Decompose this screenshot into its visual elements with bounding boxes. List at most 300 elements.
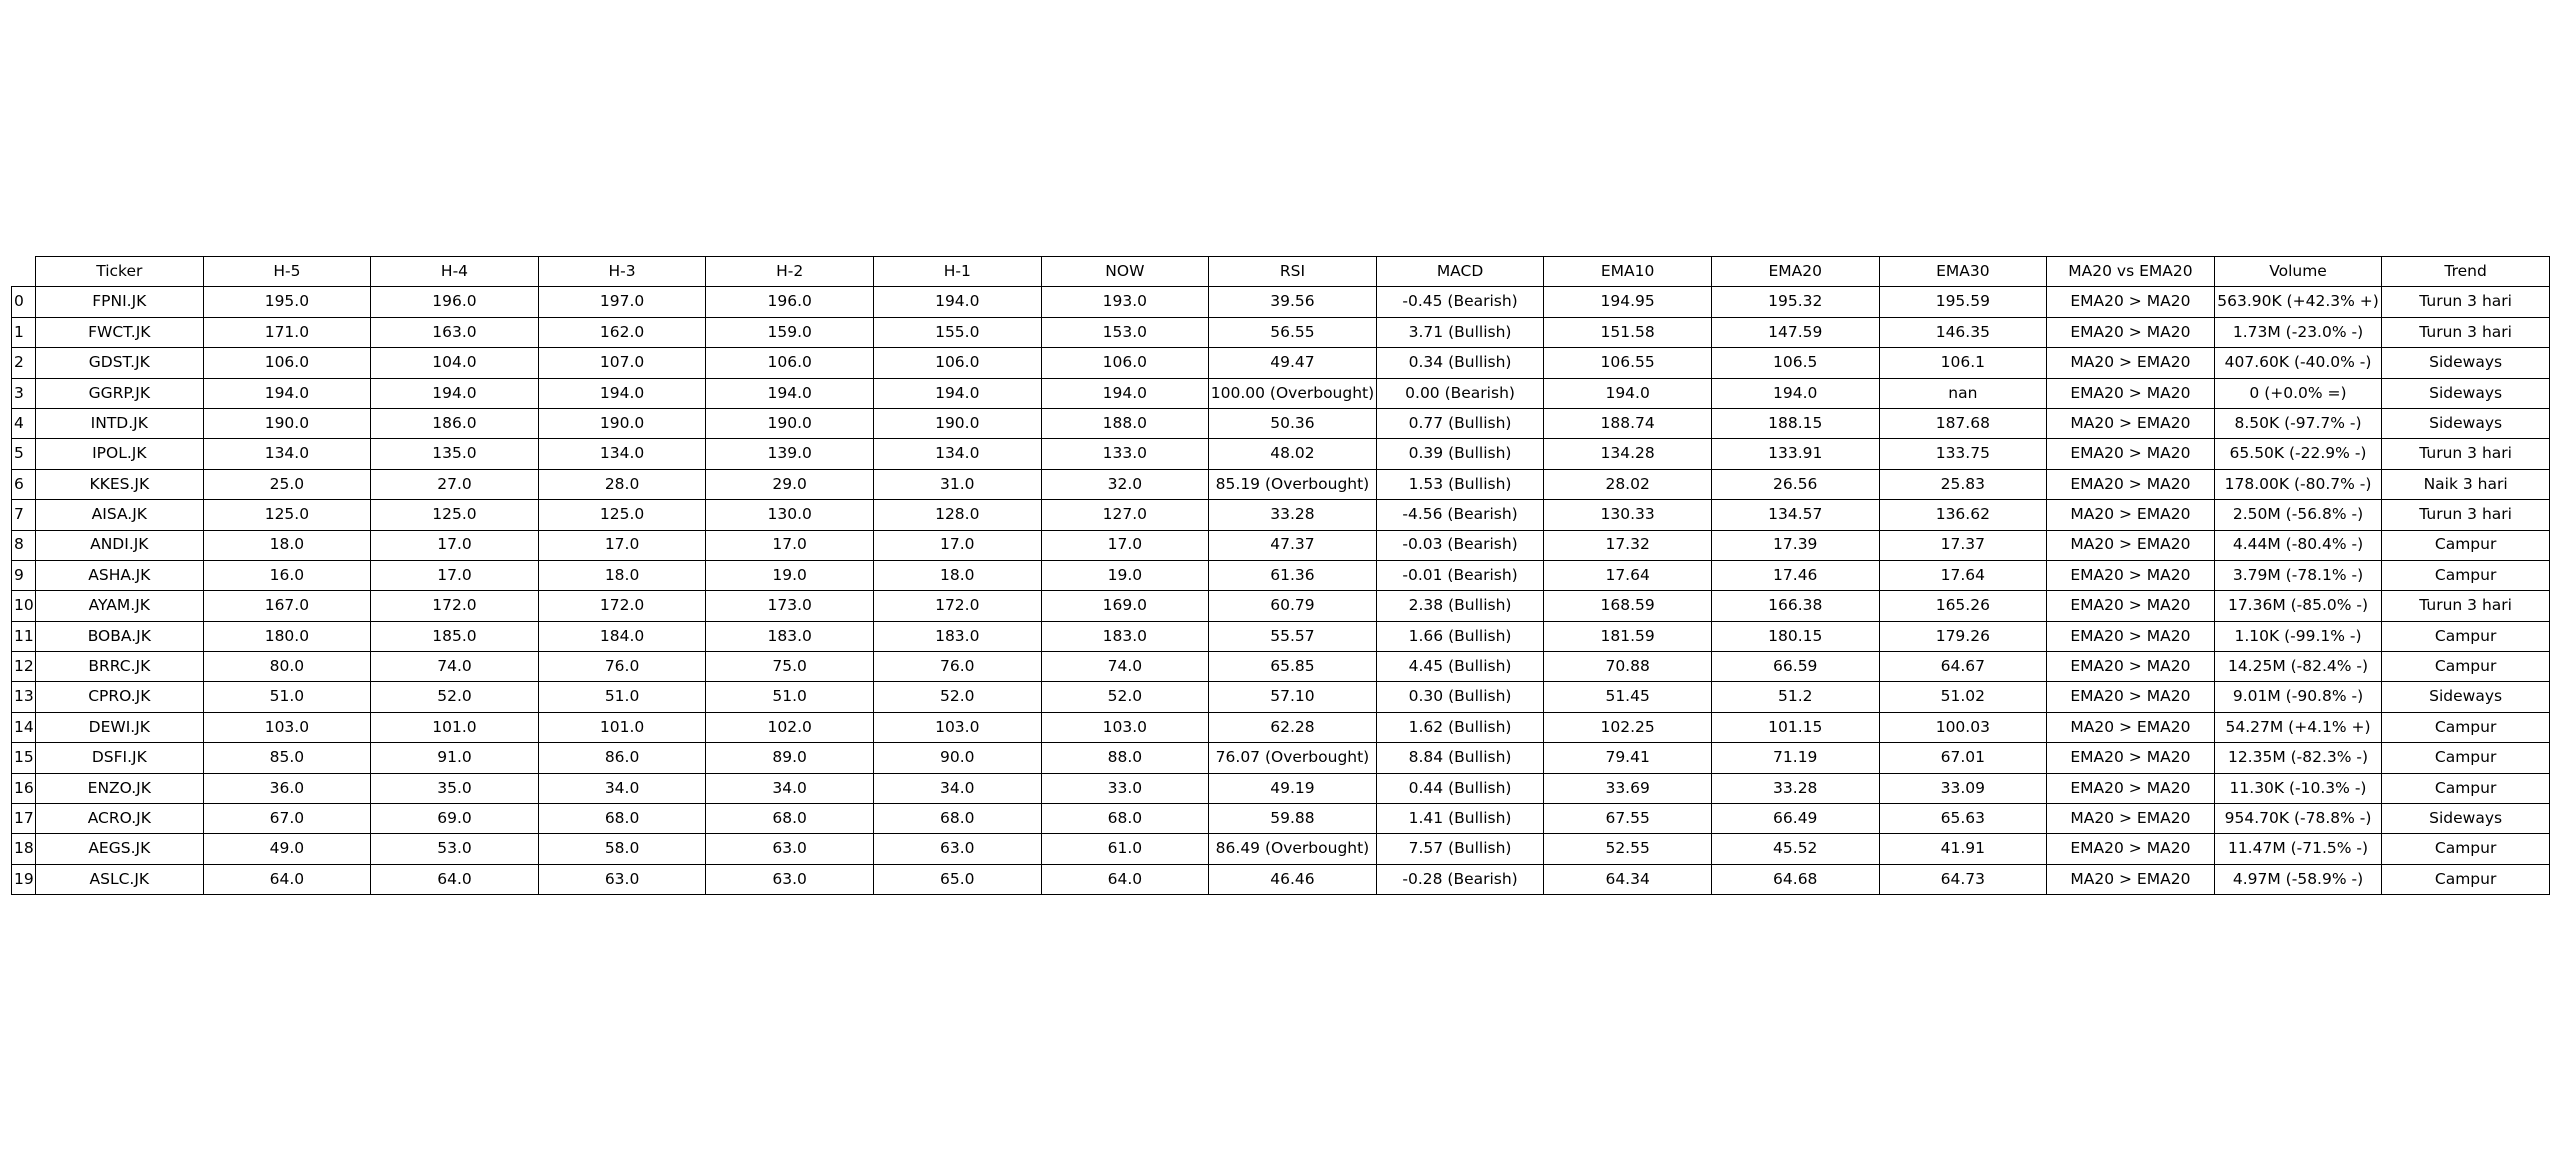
cell-ticker: INTD.JK [36,408,204,438]
cell-h-2: 75.0 [706,652,874,682]
cell-rsi: 85.19 (Overbought) [1209,469,1377,499]
cell-macd: 0.30 (Bullish) [1376,682,1544,712]
cell-trend: Sideways [2382,408,2550,438]
cell-rsi: 49.47 [1209,348,1377,378]
cell-h-2: 106.0 [706,348,874,378]
cell-h-4: 172.0 [371,591,539,621]
cell-macd: 7.57 (Bullish) [1376,834,1544,864]
cell-ema30: 25.83 [1879,469,2047,499]
cell-h-2: 51.0 [706,682,874,712]
cell-h-4: 27.0 [371,469,539,499]
column-header-ema20: EMA20 [1711,257,1879,287]
cell-ema20: 188.15 [1711,408,1879,438]
cell-macd: 8.84 (Bullish) [1376,743,1544,773]
cell-h-3: 107.0 [538,348,706,378]
cell-ma20-vs-ema20: EMA20 > MA20 [2047,743,2215,773]
column-header-ema10: EMA10 [1544,257,1712,287]
cell-now: 106.0 [1041,348,1209,378]
cell-h-3: 134.0 [538,439,706,469]
cell-h-4: 185.0 [371,621,539,651]
cell-h-2: 139.0 [706,439,874,469]
cell-volume: 65.50K (-22.9% -) [2214,439,2382,469]
table-row [12,408,2550,438]
cell-ema20: 194.0 [1711,378,1879,408]
cell-trend: Sideways [2382,682,2550,712]
cell-rsi: 59.88 [1209,804,1377,834]
cell-h-2: 159.0 [706,317,874,347]
cell-now: 19.0 [1041,560,1209,590]
cell-rsi: 47.37 [1209,530,1377,560]
cell-trend: Naik 3 hari [2382,469,2550,499]
cell-trend: Turun 3 hari [2382,317,2550,347]
cell-rsi: 48.02 [1209,439,1377,469]
cell-ticker: BRRC.JK [36,652,204,682]
cell-h-5: 18.0 [203,530,371,560]
cell-ema20: 51.2 [1711,682,1879,712]
cell-h-1: 31.0 [873,469,1041,499]
cell-h-3: 18.0 [538,560,706,590]
cell-ma20-vs-ema20: MA20 > EMA20 [2047,348,2215,378]
cell-macd: 0.77 (Bullish) [1376,408,1544,438]
cell-macd: 3.71 (Bullish) [1376,317,1544,347]
row-index: 5 [12,439,36,469]
cell-trend: Campur [2382,560,2550,590]
cell-trend: Sideways [2382,378,2550,408]
cell-volume: 8.50K (-97.7% -) [2214,408,2382,438]
row-index: 19 [12,864,36,894]
cell-trend: Campur [2382,864,2550,894]
column-header-h-5: H-5 [203,257,371,287]
cell-h-1: 34.0 [873,773,1041,803]
cell-h-4: 69.0 [371,804,539,834]
row-index: 7 [12,500,36,530]
cell-macd: -0.45 (Bearish) [1376,287,1544,317]
cell-now: 127.0 [1041,500,1209,530]
cell-volume: 54.27M (+4.1% +) [2214,712,2382,742]
table-row [12,712,2550,742]
cell-ticker: FPNI.JK [36,287,204,317]
cell-rsi: 46.46 [1209,864,1377,894]
cell-ema20: 33.28 [1711,773,1879,803]
cell-h-3: 190.0 [538,408,706,438]
column-header-ema30: EMA30 [1879,257,2047,287]
cell-now: 17.0 [1041,530,1209,560]
column-header-macd: MACD [1376,257,1544,287]
cell-h-5: 180.0 [203,621,371,651]
cell-ma20-vs-ema20: EMA20 > MA20 [2047,469,2215,499]
cell-ema10: 168.59 [1544,591,1712,621]
cell-ema10: 33.69 [1544,773,1712,803]
cell-h-1: 65.0 [873,864,1041,894]
cell-ema30: 133.75 [1879,439,2047,469]
cell-h-3: 58.0 [538,834,706,864]
cell-rsi: 86.49 (Overbought) [1209,834,1377,864]
cell-ma20-vs-ema20: EMA20 > MA20 [2047,773,2215,803]
cell-ma20-vs-ema20: EMA20 > MA20 [2047,591,2215,621]
cell-h-1: 103.0 [873,712,1041,742]
column-header-trend: Trend [2382,257,2550,287]
cell-ticker: KKES.JK [36,469,204,499]
cell-h-2: 34.0 [706,773,874,803]
table-row [12,834,2550,864]
cell-h-1: 17.0 [873,530,1041,560]
row-index: 10 [12,591,36,621]
cell-trend: Sideways [2382,348,2550,378]
cell-volume: 12.35M (-82.3% -) [2214,743,2382,773]
cell-volume: 954.70K (-78.8% -) [2214,804,2382,834]
cell-trend: Campur [2382,530,2550,560]
cell-ticker: IPOL.JK [36,439,204,469]
cell-now: 88.0 [1041,743,1209,773]
cell-ma20-vs-ema20: EMA20 > MA20 [2047,378,2215,408]
cell-macd: -0.01 (Bearish) [1376,560,1544,590]
cell-ema10: 17.64 [1544,560,1712,590]
cell-ticker: ACRO.JK [36,804,204,834]
table-row [12,621,2550,651]
cell-ticker: GDST.JK [36,348,204,378]
cell-ema20: 133.91 [1711,439,1879,469]
cell-rsi: 56.55 [1209,317,1377,347]
row-index: 3 [12,378,36,408]
cell-h-3: 34.0 [538,773,706,803]
cell-h-3: 162.0 [538,317,706,347]
cell-ema20: 26.56 [1711,469,1879,499]
cell-h-3: 28.0 [538,469,706,499]
cell-volume: 178.00K (-80.7% -) [2214,469,2382,499]
cell-h-5: 80.0 [203,652,371,682]
cell-h-5: 49.0 [203,834,371,864]
cell-h-2: 130.0 [706,500,874,530]
cell-macd: 0.44 (Bullish) [1376,773,1544,803]
column-header-volume: Volume [2214,257,2382,287]
cell-h-5: 125.0 [203,500,371,530]
cell-rsi: 61.36 [1209,560,1377,590]
cell-now: 194.0 [1041,378,1209,408]
cell-h-4: 163.0 [371,317,539,347]
cell-trend: Turun 3 hari [2382,287,2550,317]
cell-now: 74.0 [1041,652,1209,682]
cell-macd: 1.41 (Bullish) [1376,804,1544,834]
column-header-h-3: H-3 [538,257,706,287]
cell-ma20-vs-ema20: MA20 > EMA20 [2047,500,2215,530]
cell-ema20: 195.32 [1711,287,1879,317]
cell-h-5: 25.0 [203,469,371,499]
cell-h-5: 103.0 [203,712,371,742]
cell-ticker: CPRO.JK [36,682,204,712]
cell-now: 103.0 [1041,712,1209,742]
cell-rsi: 100.00 (Overbought) [1209,378,1377,408]
cell-h-3: 101.0 [538,712,706,742]
cell-h-3: 68.0 [538,804,706,834]
cell-now: 68.0 [1041,804,1209,834]
cell-volume: 11.47M (-71.5% -) [2214,834,2382,864]
cell-h-3: 86.0 [538,743,706,773]
cell-ema20: 166.38 [1711,591,1879,621]
cell-now: 64.0 [1041,864,1209,894]
cell-h-5: 36.0 [203,773,371,803]
cell-ma20-vs-ema20: MA20 > EMA20 [2047,804,2215,834]
cell-ticker: ANDI.JK [36,530,204,560]
cell-now: 32.0 [1041,469,1209,499]
cell-ema20: 17.46 [1711,560,1879,590]
cell-ema30: 51.02 [1879,682,2047,712]
cell-h-2: 194.0 [706,378,874,408]
cell-trend: Campur [2382,743,2550,773]
cell-volume: 1.73M (-23.0% -) [2214,317,2382,347]
table-row [12,804,2550,834]
cell-rsi: 57.10 [1209,682,1377,712]
cell-ema20: 45.52 [1711,834,1879,864]
table-row [12,682,2550,712]
cell-ma20-vs-ema20: EMA20 > MA20 [2047,439,2215,469]
cell-h-4: 17.0 [371,530,539,560]
cell-volume: 14.25M (-82.4% -) [2214,652,2382,682]
cell-volume: 17.36M (-85.0% -) [2214,591,2382,621]
cell-volume: 4.44M (-80.4% -) [2214,530,2382,560]
cell-ticker: ASHA.JK [36,560,204,590]
row-index: 4 [12,408,36,438]
cell-h-5: 106.0 [203,348,371,378]
column-header-ma20-vs-ema20: MA20 vs EMA20 [2047,257,2215,287]
cell-ema30: 41.91 [1879,834,2047,864]
cell-h-4: 17.0 [371,560,539,590]
column-header-rsi: RSI [1209,257,1377,287]
table-row [12,530,2550,560]
cell-h-1: 134.0 [873,439,1041,469]
cell-ema10: 64.34 [1544,864,1712,894]
table-row [12,500,2550,530]
cell-ema10: 134.28 [1544,439,1712,469]
cell-rsi: 76.07 (Overbought) [1209,743,1377,773]
cell-ema20: 101.15 [1711,712,1879,742]
cell-h-5: 85.0 [203,743,371,773]
cell-h-3: 63.0 [538,864,706,894]
row-index: 16 [12,773,36,803]
cell-ema20: 134.57 [1711,500,1879,530]
stock-table [11,256,2550,895]
cell-now: 33.0 [1041,773,1209,803]
cell-now: 193.0 [1041,287,1209,317]
cell-h-2: 63.0 [706,834,874,864]
cell-ema20: 71.19 [1711,743,1879,773]
cell-ema10: 130.33 [1544,500,1712,530]
cell-h-5: 195.0 [203,287,371,317]
cell-volume: 2.50M (-56.8% -) [2214,500,2382,530]
cell-h-2: 68.0 [706,804,874,834]
cell-ma20-vs-ema20: EMA20 > MA20 [2047,834,2215,864]
cell-h-1: 63.0 [873,834,1041,864]
cell-ma20-vs-ema20: EMA20 > MA20 [2047,621,2215,651]
cell-h-3: 194.0 [538,378,706,408]
row-index: 17 [12,804,36,834]
cell-ticker: BOBA.JK [36,621,204,651]
cell-ticker: GGRP.JK [36,378,204,408]
cell-h-5: 190.0 [203,408,371,438]
cell-h-1: 18.0 [873,560,1041,590]
cell-ticker: AISA.JK [36,500,204,530]
cell-volume: 563.90K (+42.3% +) [2214,287,2382,317]
row-index: 13 [12,682,36,712]
cell-h-1: 194.0 [873,378,1041,408]
cell-h-4: 196.0 [371,287,539,317]
cell-macd: -0.28 (Bearish) [1376,864,1544,894]
cell-trend: Campur [2382,712,2550,742]
cell-h-1: 190.0 [873,408,1041,438]
cell-h-2: 102.0 [706,712,874,742]
table-row [12,864,2550,894]
column-header-h-4: H-4 [371,257,539,287]
cell-ema10: 188.74 [1544,408,1712,438]
cell-ema10: 151.58 [1544,317,1712,347]
column-header-now: NOW [1041,257,1209,287]
cell-macd: 1.53 (Bullish) [1376,469,1544,499]
cell-h-1: 128.0 [873,500,1041,530]
cell-ema10: 70.88 [1544,652,1712,682]
cell-h-2: 63.0 [706,864,874,894]
table-row [12,287,2550,317]
cell-ma20-vs-ema20: EMA20 > MA20 [2047,287,2215,317]
cell-h-5: 51.0 [203,682,371,712]
cell-ema20: 66.49 [1711,804,1879,834]
cell-trend: Sideways [2382,804,2550,834]
cell-rsi: 60.79 [1209,591,1377,621]
cell-ma20-vs-ema20: MA20 > EMA20 [2047,864,2215,894]
cell-ma20-vs-ema20: EMA20 > MA20 [2047,317,2215,347]
cell-h-2: 190.0 [706,408,874,438]
cell-volume: 0 (+0.0% =) [2214,378,2382,408]
cell-ema30: 67.01 [1879,743,2047,773]
cell-h-3: 172.0 [538,591,706,621]
cell-h-4: 35.0 [371,773,539,803]
cell-h-3: 184.0 [538,621,706,651]
column-header-h-1: H-1 [873,257,1041,287]
cell-rsi: 39.56 [1209,287,1377,317]
cell-ema30: 100.03 [1879,712,2047,742]
table-row [12,378,2550,408]
cell-macd: 1.66 (Bullish) [1376,621,1544,651]
cell-ticker: ASLC.JK [36,864,204,894]
column-header-h-2: H-2 [706,257,874,287]
row-index: 6 [12,469,36,499]
cell-ema20: 64.68 [1711,864,1879,894]
cell-macd: 0.00 (Bearish) [1376,378,1544,408]
cell-ema30: 136.62 [1879,500,2047,530]
table-row [12,773,2550,803]
header-row [12,257,2550,287]
cell-h-4: 101.0 [371,712,539,742]
row-index: 8 [12,530,36,560]
cell-ema30: 17.64 [1879,560,2047,590]
cell-rsi: 65.85 [1209,652,1377,682]
cell-ema30: 195.59 [1879,287,2047,317]
cell-ema30: 65.63 [1879,804,2047,834]
cell-h-2: 29.0 [706,469,874,499]
cell-ema20: 147.59 [1711,317,1879,347]
cell-ma20-vs-ema20: MA20 > EMA20 [2047,530,2215,560]
cell-ema30: 187.68 [1879,408,2047,438]
row-index: 12 [12,652,36,682]
cell-ema30: 146.35 [1879,317,2047,347]
cell-ema20: 66.59 [1711,652,1879,682]
row-index: 2 [12,348,36,378]
cell-macd: 2.38 (Bullish) [1376,591,1544,621]
cell-rsi: 55.57 [1209,621,1377,651]
cell-ema10: 194.0 [1544,378,1712,408]
cell-ema10: 102.25 [1544,712,1712,742]
cell-h-4: 52.0 [371,682,539,712]
cell-trend: Turun 3 hari [2382,591,2550,621]
table-row [12,317,2550,347]
cell-h-2: 196.0 [706,287,874,317]
cell-volume: 1.10K (-99.1% -) [2214,621,2382,651]
cell-h-1: 106.0 [873,348,1041,378]
cell-h-1: 172.0 [873,591,1041,621]
row-index: 18 [12,834,36,864]
cell-ema30: 106.1 [1879,348,2047,378]
cell-h-4: 135.0 [371,439,539,469]
cell-trend: Turun 3 hari [2382,500,2550,530]
cell-h-3: 17.0 [538,530,706,560]
cell-h-4: 186.0 [371,408,539,438]
table-row [12,652,2550,682]
row-index: 9 [12,560,36,590]
cell-h-1: 183.0 [873,621,1041,651]
cell-volume: 4.97M (-58.9% -) [2214,864,2382,894]
cell-h-5: 167.0 [203,591,371,621]
cell-h-5: 134.0 [203,439,371,469]
cell-ema10: 194.95 [1544,287,1712,317]
cell-h-2: 173.0 [706,591,874,621]
corner-cell [12,257,36,287]
cell-rsi: 49.19 [1209,773,1377,803]
cell-ma20-vs-ema20: EMA20 > MA20 [2047,560,2215,590]
cell-now: 61.0 [1041,834,1209,864]
column-header-ticker: Ticker [36,257,204,287]
cell-h-5: 67.0 [203,804,371,834]
cell-trend: Campur [2382,773,2550,803]
cell-now: 183.0 [1041,621,1209,651]
cell-h-1: 90.0 [873,743,1041,773]
cell-macd: 1.62 (Bullish) [1376,712,1544,742]
cell-macd: 0.39 (Bullish) [1376,439,1544,469]
cell-ema10: 51.45 [1544,682,1712,712]
cell-trend: Campur [2382,834,2550,864]
cell-ticker: DEWI.JK [36,712,204,742]
cell-ema10: 28.02 [1544,469,1712,499]
cell-ema10: 52.55 [1544,834,1712,864]
row-index: 15 [12,743,36,773]
cell-ma20-vs-ema20: MA20 > EMA20 [2047,408,2215,438]
cell-ema10: 181.59 [1544,621,1712,651]
cell-ema10: 106.55 [1544,348,1712,378]
cell-ema30: 64.67 [1879,652,2047,682]
cell-h-1: 76.0 [873,652,1041,682]
table-row [12,743,2550,773]
cell-rsi: 62.28 [1209,712,1377,742]
cell-h-4: 104.0 [371,348,539,378]
table-row [12,348,2550,378]
cell-h-5: 194.0 [203,378,371,408]
cell-h-3: 197.0 [538,287,706,317]
cell-now: 52.0 [1041,682,1209,712]
cell-h-4: 74.0 [371,652,539,682]
cell-h-5: 64.0 [203,864,371,894]
cell-trend: Campur [2382,652,2550,682]
cell-ema30: 179.26 [1879,621,2047,651]
cell-trend: Campur [2382,621,2550,651]
row-index: 1 [12,317,36,347]
cell-now: 169.0 [1041,591,1209,621]
